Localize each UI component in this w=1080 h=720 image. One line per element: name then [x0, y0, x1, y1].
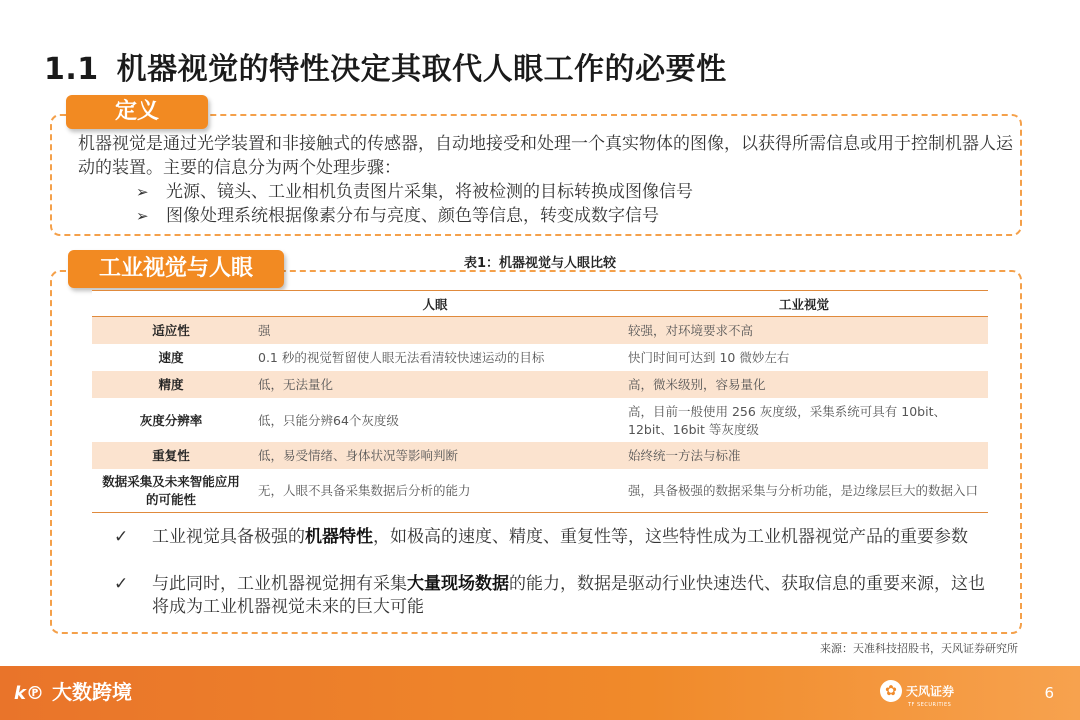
conclusion-item: [114, 526, 994, 549]
conclusion-text: [114, 526, 994, 549]
source-note: 来源：天准科技招股书，天风证券研究所: [820, 642, 1018, 655]
table-row: [92, 442, 988, 469]
industrial-cell: 高，目前一般使用 256 灰度级，采集系统可具有 10bit、12bit、16bit 等灰度级: [620, 398, 988, 442]
definition-bullet: [136, 204, 659, 228]
human-cell: 强: [250, 317, 620, 344]
footer-logo: [14, 676, 132, 705]
bullet-text: 光源、镜头、工业相机负责图片采集，将被检测的目标转换成图像信号: [166, 182, 693, 202]
row-label: 精度: [92, 371, 250, 398]
conclusion-item: [114, 573, 994, 619]
page-number: 6: [1044, 684, 1054, 702]
title-text: 机器视觉的特性决定其取代人眼工作的必要性: [116, 52, 727, 87]
conclusion-text-part: 工业视觉具备极强的: [152, 527, 305, 547]
conclusion-text: [114, 573, 994, 619]
flower-icon: ✿: [880, 680, 902, 702]
conclusion-highlight: 大量现场数据: [407, 574, 509, 594]
check-icon: ✓: [114, 527, 129, 547]
comparison-table: [92, 290, 988, 513]
human-cell: 低，只能分辨64个灰度级: [250, 398, 620, 442]
row-label: 数据采集及未来智能应用的可能性: [92, 469, 250, 513]
definition-bullet: [136, 180, 693, 204]
industrial-cell: 强，具备极强的数据采集与分析功能，是边缘层巨大的数据入口: [620, 469, 988, 513]
industrial-cell: 快门时间可达到 10 微妙左右: [620, 344, 988, 371]
row-label: 适应性: [92, 317, 250, 344]
header-cell: 工业视觉: [620, 291, 988, 317]
table-row: [92, 371, 988, 398]
brand-subtitle: TF SECURITIES: [908, 702, 952, 708]
check-icon: ✓: [114, 574, 129, 594]
table-header-row: [92, 291, 988, 317]
conclusion-highlight: 机器特性: [305, 527, 373, 547]
logo-mark-icon: k℗: [14, 683, 44, 704]
table-row: [92, 469, 988, 513]
arrow-bullet-icon: ➢: [136, 183, 149, 201]
human-cell: 0.1 秒的视觉暂留使人眼无法看清较快速运动的目标: [250, 344, 620, 371]
footer-bar: [0, 666, 1080, 720]
section-number: 1.1: [44, 52, 99, 87]
header-cell: 人眼: [250, 291, 620, 317]
logo-text: 大数跨境: [51, 680, 132, 704]
industrial-cell: 较强，对环境要求不高: [620, 317, 988, 344]
row-label: 速度: [92, 344, 250, 371]
table-row: [92, 317, 988, 344]
conclusion-text-part: ，如极高的速度、精度、重复性等，这些特性成为工业机器视觉产品的重要参数: [373, 527, 968, 547]
brand-name: 天风证券: [906, 684, 955, 699]
bullet-text: 图像处理系统根据像素分布与亮度、颜色等信息，转变成数字信号: [166, 206, 659, 226]
human-cell: 低，无法量化: [250, 371, 620, 398]
brand-logo: [880, 680, 954, 708]
table-row: [92, 344, 988, 371]
row-label: 重复性: [92, 442, 250, 469]
human-cell: 无，人眼不具备采集数据后分析的能力: [250, 469, 620, 513]
definition-tag: 定义: [66, 95, 208, 129]
header-cell: [92, 291, 250, 317]
comparison-tag: 工业视觉与人眼: [68, 250, 284, 288]
page-title: [44, 44, 727, 88]
table-caption: 表1：机器视觉与人眼比较: [463, 256, 617, 271]
row-label: 灰度分辨率: [92, 398, 250, 442]
industrial-cell: 高，微米级别，容易量化: [620, 371, 988, 398]
arrow-bullet-icon: ➢: [136, 207, 149, 225]
definition-text: 机器视觉是通过光学装置和非接触式的传感器，自动地接受和处理一个真实物体的图像，以获得所需信息或用于控制机器人运动的装置。主要的信息分为两个处理步骤：: [78, 134, 1013, 178]
industrial-cell: 始终统一方法与标准: [620, 442, 988, 469]
human-cell: 低，易受情绪、身体状况等影响判断: [250, 442, 620, 469]
conclusion-text-part: 与此同时，工业机器视觉拥有采集: [152, 574, 407, 594]
conclusion-text-part: 的能力，数据是驱动行业快速迭代、获取信息的重要来源，这也将成为工业机器视觉未来的巨大可能: [152, 574, 985, 617]
table-row: [92, 398, 988, 442]
